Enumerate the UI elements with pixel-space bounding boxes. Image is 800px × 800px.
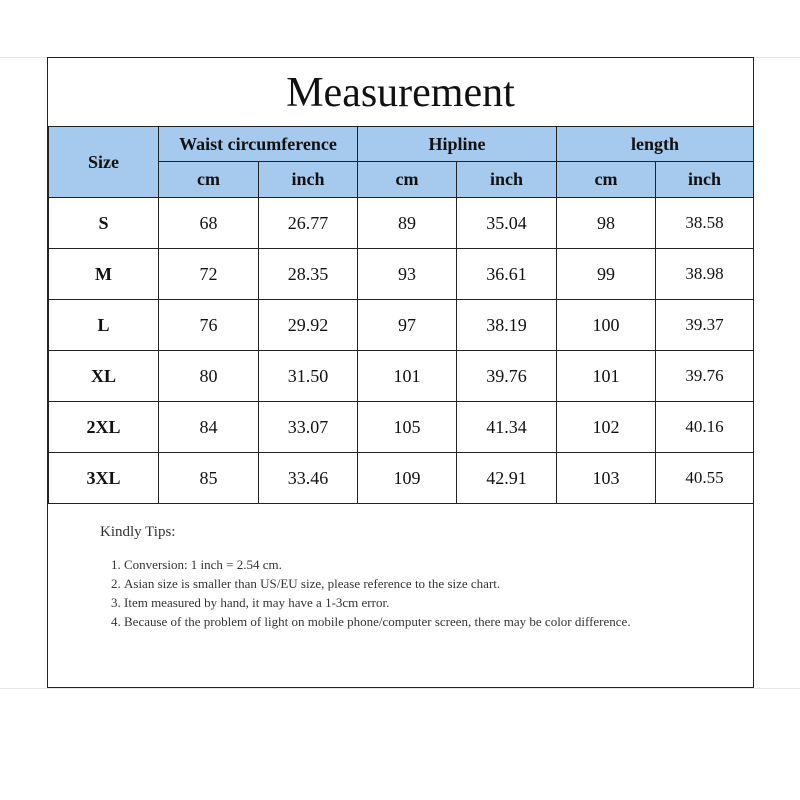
table-row xyxy=(49,351,754,402)
hip-inch-cell: 38.19 xyxy=(457,300,557,351)
hip-inch-cell: 36.61 xyxy=(457,249,557,300)
length-inch-cell: 38.98 xyxy=(656,249,754,300)
length-cm-cell: 98 xyxy=(557,198,656,249)
size-cell: XL xyxy=(49,351,159,402)
size-cell: L xyxy=(49,300,159,351)
tip-item: 1. Conversion: 1 inch = 2.54 cm. xyxy=(124,555,700,574)
size-table xyxy=(48,126,754,504)
table-row xyxy=(49,249,754,300)
tips-title: Kindly Tips: xyxy=(100,524,176,540)
header-row-groups xyxy=(49,127,754,162)
tip-item: 2. Asian size is smaller than US/EU size, please reference to the size chart. xyxy=(124,574,700,593)
hip-inch-cell: 35.04 xyxy=(457,198,557,249)
waist-cm-cell: 72 xyxy=(159,249,259,300)
length-cm-cell: 100 xyxy=(557,300,656,351)
tip-item: 3. Item measured by hand, it may have a 1-3cm error. xyxy=(124,593,700,612)
unit-header: cm xyxy=(159,162,259,198)
waist-inch-cell: 33.46 xyxy=(259,453,358,504)
size-header: Size xyxy=(49,127,159,198)
waist-cm-cell: 84 xyxy=(159,402,259,453)
size-cell: M xyxy=(49,249,159,300)
hip-cm-cell: 109 xyxy=(358,453,457,504)
length-cm-cell: 103 xyxy=(557,453,656,504)
hip-cm-cell: 89 xyxy=(358,198,457,249)
unit-header: inch xyxy=(457,162,557,198)
table-row xyxy=(49,300,754,351)
length-inch-cell: 38.58 xyxy=(656,198,754,249)
hip-inch-cell: 39.76 xyxy=(457,351,557,402)
length-cm-cell: 101 xyxy=(557,351,656,402)
unit-header: inch xyxy=(259,162,358,198)
waist-inch-cell: 29.92 xyxy=(259,300,358,351)
tips-list xyxy=(100,555,700,631)
waist-header: Waist circumference xyxy=(159,127,358,162)
length-cm-cell: 102 xyxy=(557,402,656,453)
length-inch-cell: 39.37 xyxy=(656,300,754,351)
length-inch-cell: 40.55 xyxy=(656,453,754,504)
hip-cm-cell: 101 xyxy=(358,351,457,402)
waist-inch-cell: 33.07 xyxy=(259,402,358,453)
length-inch-cell: 40.16 xyxy=(656,402,754,453)
hip-inch-cell: 42.91 xyxy=(457,453,557,504)
length-inch-cell: 39.76 xyxy=(656,351,754,402)
size-cell: S xyxy=(49,198,159,249)
waist-cm-cell: 85 xyxy=(159,453,259,504)
size-cell: 2XL xyxy=(49,402,159,453)
unit-header: cm xyxy=(358,162,457,198)
bottom-guide-line xyxy=(0,688,800,689)
tip-item: 4. Because of the problem of light on mobile phone/computer screen, there may be color difference. xyxy=(124,612,644,631)
hip-cm-cell: 105 xyxy=(358,402,457,453)
length-cm-cell: 99 xyxy=(557,249,656,300)
size-cell: 3XL xyxy=(49,453,159,504)
waist-inch-cell: 26.77 xyxy=(259,198,358,249)
unit-header: inch xyxy=(656,162,754,198)
size-chart-card xyxy=(47,57,754,688)
hip-inch-cell: 41.34 xyxy=(457,402,557,453)
tips-section xyxy=(100,524,700,631)
hip-cm-cell: 93 xyxy=(358,249,457,300)
table-row xyxy=(49,453,754,504)
waist-inch-cell: 31.50 xyxy=(259,351,358,402)
table-row xyxy=(49,198,754,249)
waist-cm-cell: 68 xyxy=(159,198,259,249)
waist-cm-cell: 80 xyxy=(159,351,259,402)
hipline-header: Hipline xyxy=(358,127,557,162)
table-row xyxy=(49,402,754,453)
waist-cm-cell: 76 xyxy=(159,300,259,351)
unit-header: cm xyxy=(557,162,656,198)
chart-title: Measurement xyxy=(286,69,515,116)
waist-inch-cell: 28.35 xyxy=(259,249,358,300)
hip-cm-cell: 97 xyxy=(358,300,457,351)
length-header: length xyxy=(557,127,754,162)
